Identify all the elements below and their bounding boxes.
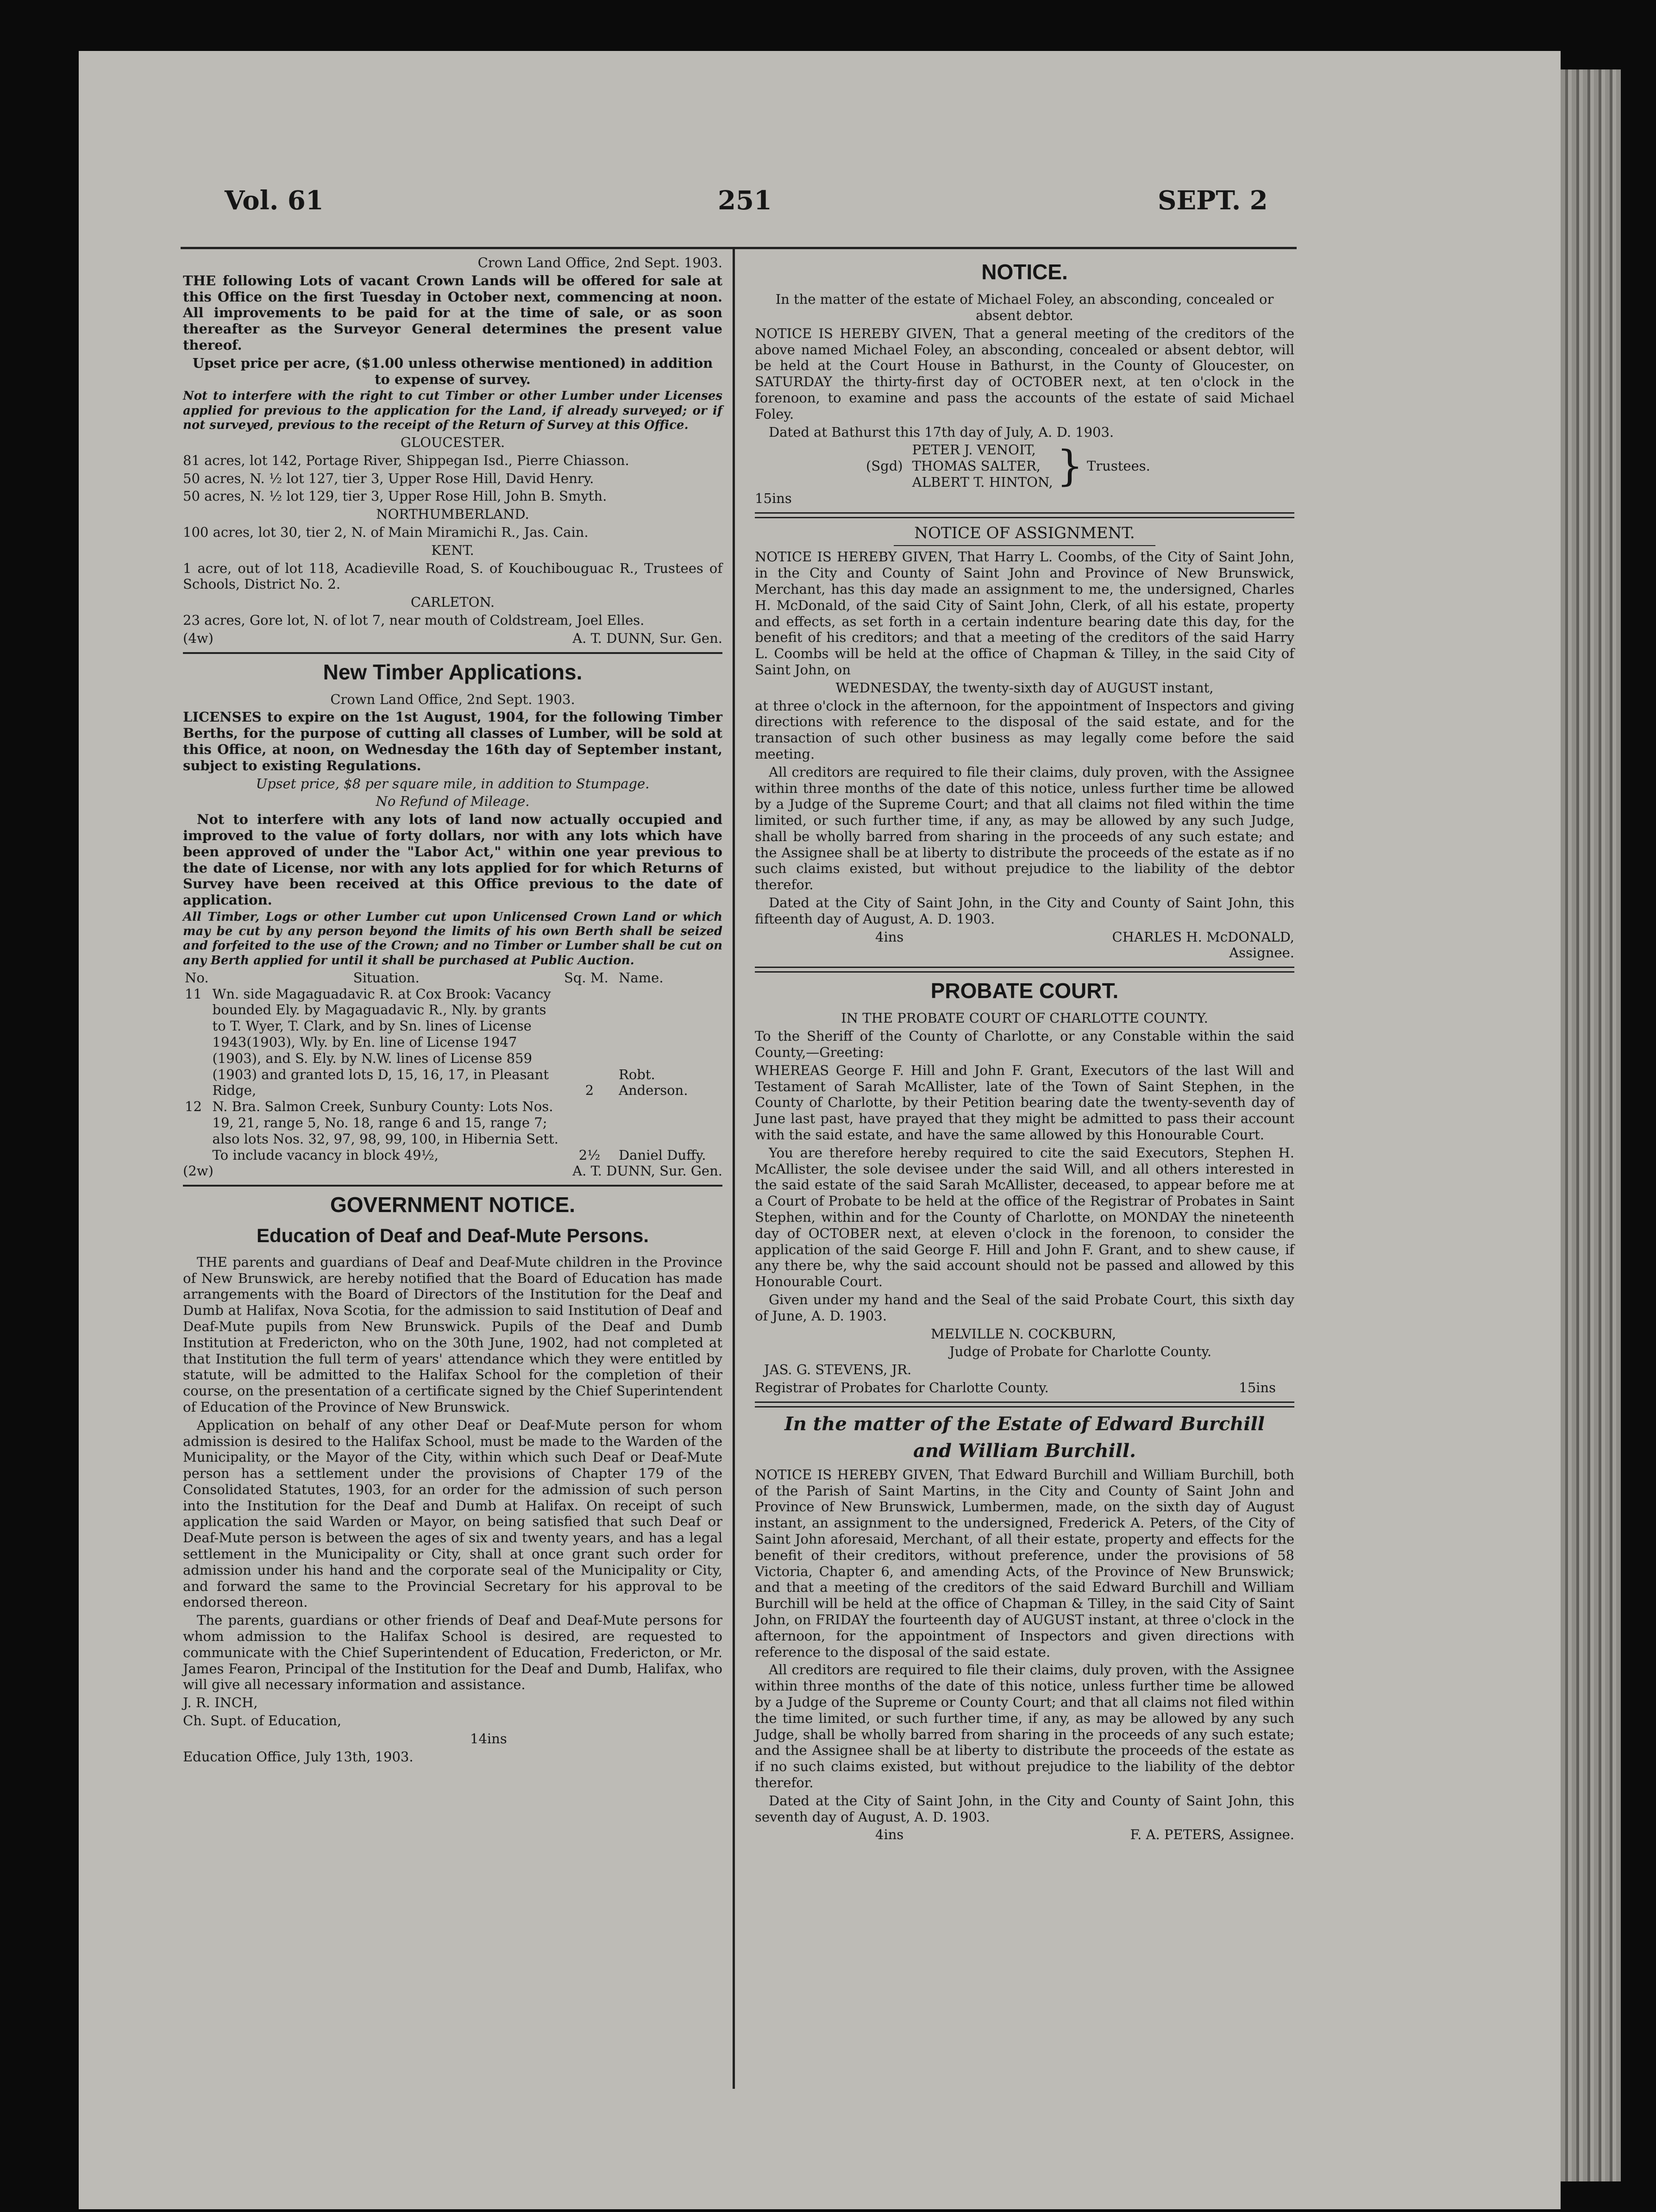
crown-lands-caution: Not to interfere with the right to cut Timber or other Lumber under Licenses applied for previous to the application for the Land, if already surveyed; or if not surveyed, previous to the receipt of the Return of Survey at this Office. [183,389,722,432]
table-row [183,986,722,1099]
berth-applicant: Daniel Duffy. [619,1147,706,1163]
timber-intro: LICENSES to expire on the 1st August, 1904, for the following Timber Berths, for the purpose of cutting all classes of Lumber, will be sold at this Office, at noon, on Wednesday the 16th day of September instant, subject to existing Regulations. [183,709,722,773]
coombs-dated: Dated at the City of Saint John, in the City and County of Saint John, this fifteenth day of August, A. D. 1903. [755,895,1294,927]
county-heading: NORTHUMBERLAND. [376,506,529,522]
column-header: Name. [619,969,664,986]
registrar-title: Registrar of Probates for Charlotte County. [755,1379,1049,1395]
government-paragraph: The parents, guardians or other friends of Deaf and Deaf-Mute persons for whom admission to the Halifax School is desired, are requested to communicate with the Chief Superintendent of Education, Fredericton, or Mr. James Fearon, Principal of the Institution for the Deaf and Dumb, Halifax, who will give all necessary information and assistance. [183,1612,722,1693]
signer-role: Assignee. [1229,945,1294,961]
crown-lands-notice [183,255,722,647]
header-rule [181,247,1297,249]
burchill-notice [755,1413,1294,1843]
berth-situation: N. Bra. Salmon Creek, Sunbury County: Lots Nos. 19, 21, range 5, No. 18, range 6 and 15, range 7; also lots Nos. 32, 97, 98, 99, 100, in Hibernia Sett. To include vacancy in block 49½, [212,1099,558,1163]
left-column [183,255,722,1766]
coombs-meeting-cont: at three o'clock in the afternoon, for the appointment of Inspectors and giving directions with reference to the disposal of the said estate, and for the transaction of such other business as may legally come before the said meeting. [755,698,1294,762]
foley-dated: Dated at Bathurst this 17th day of July, A. D. 1903. [769,424,1114,440]
coombs-title: NOTICE OF ASSIGNMENT. [914,523,1135,542]
foley-notice [755,259,1294,507]
county-heading: KENT. [431,542,474,558]
signer-title: Judge of Probate for Charlotte County. [949,1344,1212,1360]
lot-entry: 1 acre, out of lot 118, Acadieville Road, S. of Kouchibouguac R., Trustees of Schools, District No. 2. [183,560,722,592]
probate-whereas: WHEREAS George F. Hill and John F. Grant, Executors of the last Will and Testament of Sarah McAllister, late of the Town of Saint Stephen, in the County of Charlotte, by their Petition bearing date the twenty-seventh day of June last past, have prayed that they might be admitted to pass their account with the said estate, and have the same allowed by this Honourable Court. [755,1062,1294,1143]
trustee-name: THOMAS SALTER, [912,458,1041,474]
insertion-count: 14ins [470,1730,507,1747]
lot-entry: 50 acres, N. ½ lot 127, tier 3, Upper Rose Hill, David Henry. [183,470,594,486]
berth-square-miles: 2½ [578,1147,601,1163]
probate-court: IN THE PROBATE COURT OF CHARLOTTE COUNTY. [841,1010,1208,1026]
signature: F. A. PETERS, Assignee. [1130,1827,1294,1843]
trustee-name: ALBERT T. HINTON, [912,474,1053,490]
insertion-count: (2w) [183,1163,213,1179]
signature: MELVILLE N. COCKBURN, [931,1326,1117,1342]
timber-table [183,970,722,1163]
burchill-title: In the matter of the Estate of Edward Burchill [784,1413,1265,1435]
crown-lands-dateline: Crown Land Office, 2nd Sept. 1903. [477,255,722,270]
column-header: Situation. [353,969,420,986]
crown-lands-upset: Upset price per acre, ($1.00 unless otherwise mentioned) in addition to expense of survey. [192,355,713,387]
berth-number: 12 [185,1099,202,1115]
signed-mark: (Sgd) [866,458,903,474]
crown-lands-intro: THE following Lots of vacant Crown Lands will be offered for sale at this Office on the first Tuesday in October next, commencing at noon. All improvements to be paid for at the time of sale, or as soon thereafter as the Surveyor General determines the present value thereof. [183,272,722,353]
brace-glyph: } [1056,441,1083,490]
insertion-count: (4w) [183,630,213,646]
berth-number: 11 [185,986,202,1002]
probate-title: PROBATE COURT. [930,979,1119,1003]
trustee-name: PETER J. VENOIT, [912,442,1036,458]
burchill-claims: All creditors are required to file their claims, duly proven, with the Assignee within three months of the date of this notice, unless further time be allowed by a Judge of the Supreme or County Court; and that all claims not filed within the time limited, or such further time, if any, as may be allowed by any such Judge, shall be wholly barred from sharing in the proceeds of any such estate; and the Assignee shall be at liberty to distribute the proceeds of the estate as if no such claims existed, but without prejudice to the liability of the debtor therefor. [755,1662,1294,1791]
table-header-row [183,970,722,986]
table-row [183,1099,722,1163]
county-heading: CARLETON. [410,594,495,610]
coombs-meeting: WEDNESDAY, the twenty-sixth day of AUGUST instant, [835,679,1214,696]
burchill-body: NOTICE IS HEREBY GIVEN, That Edward Burchill and William Burchill, both of the Parish of Saint Martins, in the City and County of Saint John and Province of New Brunswick, Lumbermen, made, on the sixth day of August instant, an assignment to the undersigned, Frederick A. Peters, of the City of Saint John aforesaid, Merchant, of all their estate, property and effects for the benefit of their creditors, without preference, under the provisions of 58 Victoria, Chapter 6, and amending Acts, of the Province of New Brunswick; and that a meeting of the creditors of the said Edward Burchill and William Burchill will be held at the office of Chapman & Tilley, in the said City of Saint John, on FRIDAY the fourteenth day of AUGUST instant, at three o'clock in the afternoon, for the appointment of Inspectors and given directions with reference to the disposal of the said estate. [755,1466,1294,1660]
government-title: GOVERNMENT NOTICE. [330,1193,576,1217]
probate-notice [755,978,1294,1396]
coombs-claims: All creditors are required to file their claims, duly proven, with the Assignee within three months of the date of this notice, unless further time be allowed by a Judge of the Supreme Court; and that all claims not filed within the time limited, or such further time, if any, as may be allowed by any such Judge, shall be wholly barred from sharing in the proceeds of any such estate; and the Assignee shall be at liberty to distribute the proceeds of the estate as if no such claims existed, but without prejudice to the liability of the debtor therefor. [755,764,1294,893]
signature: J. R. INCH, [183,1695,258,1711]
berth-applicant: Robt. Anderson. [619,1066,688,1099]
issue-date: SEPT. 2 [1158,185,1268,216]
page-number: 251 [718,185,772,216]
timber-warning: All Timber, Logs or other Lumber cut upon Unlicensed Crown Land or which may be cut by any person beyond the limits of his own Berth shall be seized and forfeited to the use of the Crown; and no Timber or Lumber shall be cut on any Berth applied for until it shall be purchased at Public Auction. [183,910,722,968]
insertion-count: 4ins [875,1827,904,1843]
lot-entry: 81 acres, lot 142, Portage River, Shippegan Isd., Pierre Chiasson. [183,452,629,468]
probate-cite: You are therefore hereby required to cite the said Executors, Stephen H. McAllister, the sole devisee under the said Will, and all others interested in the said estate of the said Sarah McAllister, deceased, to appear before me at a Court of Probate to be held at the office of the Registrar of Probates in Saint Stephen, within and for the County of Charlotte, on MONDAY the nineteenth day of OCTOBER next, at eleven o'clock in the forenoon, to consider the application of the said George F. Hill and John F. Grant, and to shew cause, if any there be, why the said account should not be passed and allowed by this Honourable Court. [755,1144,1294,1290]
government-paragraph: Application on behalf of any other Deaf or Deaf-Mute person for whom admission is desired to the Halifax School, must be made to the Warden of the Municipality, or the Mayor of the City, within which such Deaf or Deaf-Mute person has a settlement under the provisions of Chapter 179 of the Consolidated Statutes, 1903, for an order for the admission of such person into the Institution for the Deaf and Dumb at Halifax. On receipt of such application the said Warden or Mayor, on being satisfied that such Deaf or Deaf-Mute person is between the ages of six and twenty years, and has a legal settlement in the Municipality or City, shall at once grant such order for admission under his hand and the corporate seal of the Municipality or City, and forward the same to the Provincial Secretary for his approval to be endorsed thereon. [183,1417,722,1610]
column-header: Sq. M. [564,969,608,986]
county-heading: GLOUCESTER. [400,434,505,450]
volume-label: Vol. 61 [225,185,324,216]
timber-notice [183,660,722,1180]
government-paragraph: THE parents and guardians of Deaf and Deaf-Mute children in the Province of New Brunswick, are hereby notified that the Board of Education has made arrangements with the Board of Directors of the Institution for the Deaf and Dumb at Halifax, Nova Scotia, for the admission to said Institution of Deaf and Deaf-Mute pupils from New Brunswick. Pupils of the Deaf and Dumb Institution at Fredericton, who on the 30th June, 1902, had not completed at that Institution the full term of years' attendance which they were entitled by statute, will be admitted to the Halifax School for the completion of their course, on the presentation of a certificate signed by the Chief Superintendent of Education of the Province of New Brunswick. [183,1254,722,1415]
coombs-body: NOTICE IS HEREBY GIVEN, That Harry L. Coombs, of the City of Saint John, in the City and County of Saint John and Province of New Brunswick, Merchant, has this day made an assignment to me, the undersigned, Charles H. McDonald, of the said City of Saint John, Clerk, of all his estate, property and effects, as set forth in a certain indenture bearing date this day, for the benefit of his creditors; and that a meeting of the creditors of the said Harry L. Coombs will be held at the office of Chapman & Tilley, in the said City of Saint John, on [755,549,1294,678]
burchill-dated: Dated at the City of Saint John, in the City and County of Saint John, this seventh day of August, A. D. 1903. [755,1792,1294,1825]
insertion-count: 15ins [755,490,792,506]
timber-conditions: Not to interfere with any lots of land now actually occupied and improved to the value of forty dollars, nor with any lots which have been approved of under the "Labor Act," within one year previous to the date of License, nor with any lots applied for for which Returns of Survey have been received at this Office previous to the date of application. [183,811,722,908]
berth-situation: Wn. side Magaguadavic R. at Cox Brook: Vacancy bounded Ely. by Magaguadavic R., Nly. by grants to T. Wyer, T. Clark, and by Sn. lines of License 1943(1903), Wly. by En. line of License 1947 (1903), and S. Ely. by N.W. lines of License 859 (1903) and granted lots D, 15, 16, 17, in Pleasant Ridge, [212,986,551,1099]
timber-upset: Upset price, $8 per square mile, in addition to Stumpage. [256,775,650,792]
probate-given: Given under my hand and the Seal of the said Probate Court, this sixth day of June, A. D. 1903. [755,1292,1294,1324]
column-rule [733,248,735,2089]
foley-title: NOTICE. [981,260,1068,284]
column-header: No. [185,969,209,986]
probate-address: To the Sheriff of the County of Charlotte, or any Constable within the said County,—Greeting: [755,1028,1294,1061]
coombs-notice [755,524,1294,961]
berth-square-miles: 2 [585,1082,594,1099]
burchill-title: and William Burchill. [913,1439,1136,1462]
government-subtitle: Education of Deaf and Deaf-Mute Persons. [256,1225,649,1247]
insertion-count: 4ins [875,929,904,945]
signature: CHARLES H. McDONALD, [1112,929,1294,945]
insertion-count: 15ins [1239,1379,1276,1395]
foley-body: NOTICE IS HEREBY GIVEN, That a general meeting of the creditors of the above named Michael Foley, an absconding, concealed or absent debtor, will be held at the Court House in Bathurst, in the County of Gloucester, on SATURDAY the thirty-first day of OCTOBER next, at ten o'clock in the forenoon, to examine and pass the accounts of the estate of said Michael Foley. [755,325,1294,422]
signature: A. T. DUNN, Sur. Gen. [572,630,722,646]
right-column [755,255,1294,1843]
lot-entry: 100 acres, lot 30, tier 2, N. of Main Miramichi R., Jas. Cain. [183,524,589,540]
lot-entry: 50 acres, N. ½ lot 129, tier 3, Upper Rose Hill, John B. Smyth. [183,488,607,504]
timber-dateline: Crown Land Office, 2nd Sept. 1903. [330,691,575,707]
government-notice [183,1192,722,1765]
timber-no-refund: No Refund of Mileage. [376,793,530,810]
signature: A. T. DUNN, Sur. Gen. [572,1163,722,1179]
signer-title: Ch. Supt. of Education, [183,1713,342,1729]
page-edge-stack [1561,69,1621,2181]
foley-matter: In the matter of the estate of Michael Foley, an absconding, concealed or absent debtor. [775,291,1274,323]
timber-title: New Timber Applications. [323,660,583,684]
trustees-label: Trustees. [1086,458,1150,474]
government-dateline: Education Office, July 13th, 1903. [183,1748,414,1765]
registrar-name: JAS. G. STEVENS, JR. [764,1362,912,1378]
lot-entry: 23 acres, Gore lot, N. of lot 7, near mouth of Coldstream, Joel Elles. [183,612,645,628]
